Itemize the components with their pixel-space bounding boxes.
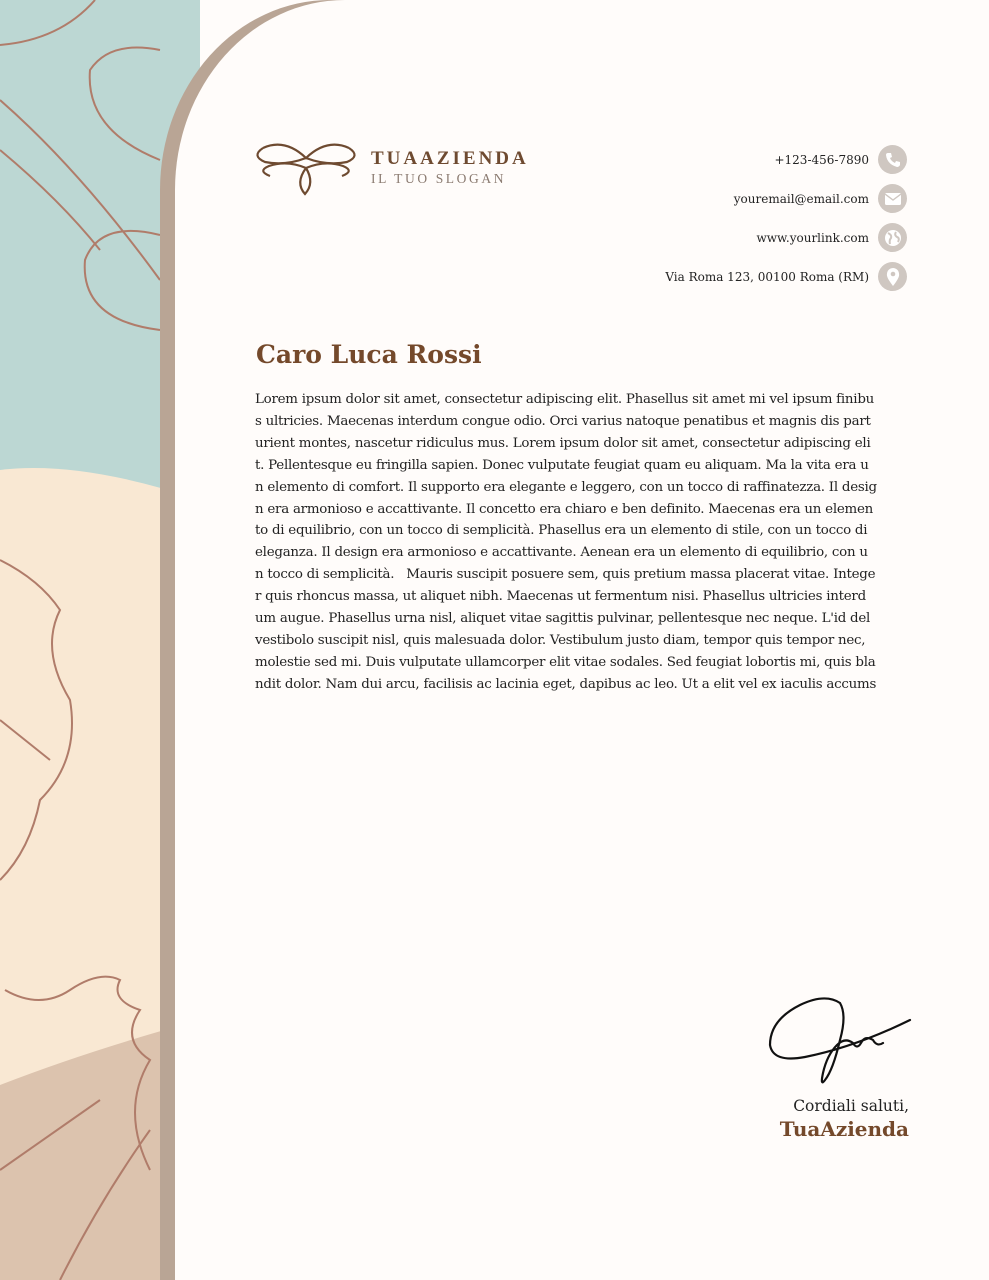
letter-body — [255, 389, 915, 696]
body-line: n elemento di comfort. Il supporto era elegante e leggero, con un tocco di raffinatezza. Il desig — [255, 479, 877, 495]
body-line: um augue. Phasellus urna nisl, aliquet vitae sagittis pulvinar, pellentesque nec neque. L'id del — [255, 611, 871, 627]
body-line: t. Pellentesque eu fringilla sapien. Donec vulputate feugiat quam eu aliquam. Ma la vita era u — [255, 457, 869, 473]
contact-info — [665, 140, 907, 296]
phone-text: +123-456-7890 — [774, 152, 869, 167]
body-line: r quis rhoncus massa, ut aliquet nibh. Maecenas ut fermentum nisi. Phasellus ultricies interd — [255, 589, 866, 605]
globe-icon — [878, 223, 907, 252]
body-line: to di equilibrio, con un tocco di semplicità. Phasellus era un elemento di stile, con un tocco di — [255, 523, 868, 539]
body-line: vestibolo suscipit nisl, quis malesuada dolor. Vestibulum justo diam, tempor quis tempor nec, — [255, 632, 866, 648]
company-slogan: IL TUO SLOGAN — [371, 171, 507, 186]
ornament-logo-icon — [255, 138, 357, 198]
body-line: urient montes, nascetur ridiculus mus. Lorem ipsum dolor sit amet, consectetur adipiscing eli — [255, 435, 871, 451]
body-line: n era armonioso e accattivante. Il concetto era chiaro e ben definito. Maecenas era un elemen — [255, 501, 874, 517]
contact-address — [665, 257, 907, 296]
envelope-icon — [878, 184, 907, 213]
body-line: s ultricies. Maecenas interdum congue odio. Orci varius natoque penatibus et magnis dis part — [255, 413, 871, 429]
address-text: Via Roma 123, 00100 Roma (RM) — [665, 269, 869, 284]
closing-salutation: Cordiali saluti, — [793, 1097, 909, 1115]
company-logo — [255, 138, 529, 198]
closing-signoff: TuaAzienda — [779, 1117, 909, 1141]
company-name: TUAAZIENDA — [371, 148, 529, 169]
contact-phone — [665, 140, 907, 179]
location-pin-icon — [878, 262, 907, 291]
signature-image — [765, 995, 915, 1090]
website-text: www.yourlink.com — [756, 230, 869, 245]
contact-email — [665, 179, 907, 218]
contact-website — [665, 218, 907, 257]
email-text: youremail@email.com — [733, 191, 869, 206]
body-line: n tocco di semplicità. Mauris suscipit posuere sem, quis pretium massa placerat vitae. Intege — [255, 567, 876, 583]
body-line: molestie sed mi. Duis vulputate ullamcorper elit vitae sodales. Sed feugiat lobortis mi, quis bla — [255, 654, 876, 670]
body-line: eleganza. Il design era armonioso e accattivante. Aenean era un elemento di equilibrio, con u — [255, 545, 868, 561]
body-line: Lorem ipsum dolor sit amet, consectetur adipiscing elit. Phasellus sit amet mi vel ipsum finibu — [255, 392, 875, 407]
closing-block — [780, 1097, 909, 1141]
body-line: ndit dolor. Nam dui arcu, facilisis ac lacinia eget, dapibus ac leo. Ut a elit vel ex iaculis accums — [255, 676, 877, 692]
greeting-heading: Caro Luca Rossi — [256, 340, 482, 369]
phone-icon — [878, 145, 907, 174]
